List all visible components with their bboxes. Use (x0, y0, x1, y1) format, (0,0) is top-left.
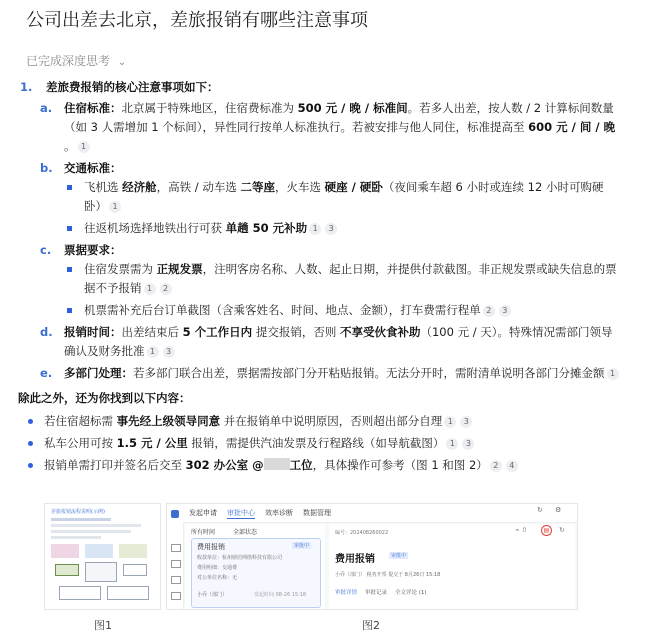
item-c (18, 241, 650, 320)
fig2-detail-number: 编号：202408260022 (335, 530, 389, 536)
text: 并在报销单中说明原因，否则超出部分自理 (220, 414, 443, 428)
fig2-detail-meta: 小乔（部门） 税务开票 提交于 8月26日 15:18 (335, 572, 441, 578)
fig2-card-badge: 审批中 (294, 543, 310, 549)
thinking-toggle[interactable] (26, 52, 126, 69)
fig2-filter-time[interactable]: 所有时间 (191, 529, 216, 536)
fig1-title: 差旅报销流程说明(示例) (51, 509, 105, 515)
fig2-action-icons: ⌁ ⇧ (515, 526, 528, 534)
extra-heading-text: 除此之外，还为你找到以下内容： (18, 391, 191, 405)
citation[interactable]: 2 (483, 305, 495, 317)
thinking-label: 已完成深度思考 (26, 54, 111, 68)
heading-text: 差旅费报销的核心注意事项如下： (46, 80, 219, 94)
fig2-detail-tab[interactable]: 全文评论 (1) (395, 590, 427, 596)
bold-text: 5 个工作日内 (182, 325, 253, 339)
list-number: 1. (20, 80, 33, 94)
print-icon[interactable]: ▤ (541, 525, 552, 536)
item-label: 多部门处理： (64, 366, 133, 380)
item-letter: e. (40, 366, 53, 380)
bold-text: 正规发票 (156, 262, 203, 276)
bullet-icon (67, 267, 72, 272)
text: 私车公用可按 (44, 436, 117, 450)
fig2-card-user: 小乔（部门） (197, 592, 228, 598)
bullet-icon (28, 419, 33, 424)
item-letter: d. (40, 325, 53, 339)
citation[interactable]: 3 (325, 223, 337, 235)
text: 报销，需提供汽油发票及行程路线（如导航截图） (187, 436, 445, 450)
bold-text: 事先经上级领导同意 (116, 414, 221, 428)
text: 报销单需打印并签名后交至 (44, 458, 186, 472)
figure-2-caption: 图2 (362, 619, 380, 632)
sub-item (64, 219, 650, 238)
text: 提交报销，否则 (252, 325, 340, 339)
citation[interactable]: 1 (444, 416, 456, 428)
item-letter: c. (40, 243, 52, 257)
close-icon[interactable]: ↻ (559, 526, 565, 534)
fig2-filter-status[interactable]: 全部状态 (233, 529, 258, 536)
citation[interactable]: 4 (506, 460, 518, 472)
bullet-icon (28, 463, 33, 468)
bold-text: 单趟 50 元补助 (225, 221, 308, 235)
core-heading (18, 78, 650, 97)
fig2-card-line: 费用明细：交通费 (197, 565, 238, 571)
text: （如 3 人需增加 1 个标间），异性同行按单人标准执行。若被安排与他人同住，标准提高至 (64, 120, 529, 134)
text: 据不予报销 (84, 281, 142, 295)
item-d (18, 323, 650, 361)
citation[interactable]: 1 (446, 438, 458, 450)
bullet-icon (67, 185, 72, 190)
item-label: 住宿标准： (64, 101, 122, 115)
text: ，具体操作可参考（图 1 和图 2） (312, 458, 488, 472)
fig2-card-title: 费用报销 (197, 543, 225, 551)
fig2-sidebar (167, 504, 184, 609)
fig2-tab[interactable]: 效率诊断 (265, 509, 293, 517)
fig2-topbar (183, 504, 577, 523)
extra-item (18, 434, 650, 453)
text: 。 (64, 139, 76, 153)
citation[interactable]: 1 (607, 368, 619, 380)
item-label: 票据要求： (64, 243, 122, 257)
bold-text: 500 元 / 晚 / 标准间 (297, 101, 408, 115)
citation[interactable]: 1 (309, 223, 321, 235)
extra-item (18, 412, 650, 431)
citation[interactable]: 1 (109, 201, 121, 213)
item-b (18, 159, 650, 238)
extra-heading (18, 389, 650, 408)
text: 若多部门联合出差，票据需按部门分开粘贴报销。无法分开时，需附清单说明各部门分摊金额 (133, 366, 605, 380)
text: 出差结束后 (121, 325, 183, 339)
text: ，火车选 (275, 180, 325, 194)
text: 北京属于特殊地区，住宿费标准为 (121, 101, 298, 115)
text: 。若多人出差，按人数 / 2 计算标间数量 (407, 101, 614, 115)
figure-1-caption: 图1 (94, 619, 112, 632)
fig2-card[interactable] (191, 538, 321, 608)
item-letter: b. (40, 161, 53, 175)
bold-text: 经济舱 (122, 180, 157, 194)
citation[interactable]: 1 (144, 283, 156, 295)
citation[interactable]: 1 (147, 346, 159, 358)
bold-text: 302 办公室 @ (185, 458, 264, 472)
fig2-detail-panel (329, 524, 575, 609)
fig2-card-line: 对公单位名称：无 (197, 575, 238, 581)
text: 往返机场选择地铁出行可获 (84, 221, 226, 235)
sub-item (64, 260, 650, 298)
fig2-tab[interactable]: 数据管理 (303, 509, 331, 517)
item-label: 报销时间： (64, 325, 122, 339)
fig2-tab[interactable]: 审批中心 (227, 509, 255, 517)
chevron-down-icon: ⌄ (117, 57, 127, 68)
bold-text: 二等座 (240, 180, 275, 194)
item-e (18, 364, 650, 383)
bullet-icon (67, 308, 72, 313)
bold-text: 硬座 / 硬卧 (324, 180, 383, 194)
bold-text: 工位 (289, 458, 313, 472)
citation[interactable]: 2 (490, 460, 502, 472)
citation[interactable]: 3 (460, 416, 472, 428)
text: 确认及财务批准 (64, 344, 145, 358)
text: 机票需补充后台订单截图（含乘客姓名、时间、地点、金额），打车费需行程单 (84, 303, 481, 317)
sub-item (64, 178, 650, 216)
extra-item (18, 456, 650, 475)
fig2-list-panel (185, 524, 325, 609)
text: （100 元 / 天）。特殊情况需部门领导 (420, 325, 613, 339)
sub-item (64, 301, 650, 320)
citation[interactable]: 3 (499, 305, 511, 317)
citation[interactable]: 1 (78, 141, 90, 153)
fig2-detail-badge: 审批中 (391, 553, 407, 559)
citation[interactable]: 2 (160, 283, 172, 295)
answer-content (18, 78, 650, 475)
text: 若住宿超标需 (44, 414, 117, 428)
item-a (18, 99, 650, 156)
figure-1-image[interactable] (44, 503, 161, 610)
item-letter: a. (40, 101, 53, 115)
refresh-icon[interactable]: ↻ (537, 506, 543, 514)
figure-2-image[interactable] (166, 503, 578, 610)
text: ，注明客房名称、人数、起止日期，并提供付款截图。非正规发票或缺失信息的票 (202, 262, 617, 276)
fig2-card-line: 收款单位：杭州鼎居网络科技有限公司 (197, 555, 283, 561)
text: （夜间乘车超 6 小时或连续 12 小时可购硬 (382, 180, 604, 194)
redacted-block (264, 458, 290, 470)
fig2-detail-title: 费用报销 (335, 554, 375, 565)
bullet-icon (67, 226, 72, 231)
text: 住宿发票需为 (84, 262, 157, 276)
question-title: 公司出差去北京，差旅报销有哪些注意事项 (26, 10, 368, 31)
fig2-detail-tab[interactable]: 审批记录 (365, 590, 388, 596)
citation[interactable]: 3 (163, 346, 175, 358)
text: 卧） (84, 199, 107, 213)
text: ，高铁 / 动车选 (156, 180, 241, 194)
gear-icon[interactable]: ⚙ (555, 506, 562, 514)
bold-text: 600 元 / 间 / 晚 (528, 120, 616, 134)
bullet-icon (28, 441, 33, 446)
fig2-card-time: 发起时间 08-26 15:18 (254, 592, 307, 598)
text: 飞机选 (84, 180, 123, 194)
item-label: 交通标准： (64, 161, 122, 175)
bold-text: 1.5 元 / 公里 (116, 436, 188, 450)
fig2-tab[interactable]: 发起申请 (189, 509, 217, 517)
citation[interactable]: 3 (462, 438, 474, 450)
fig2-detail-tab[interactable]: 审批详情 (335, 590, 358, 596)
bold-text: 不享受伙食补助 (339, 325, 421, 339)
